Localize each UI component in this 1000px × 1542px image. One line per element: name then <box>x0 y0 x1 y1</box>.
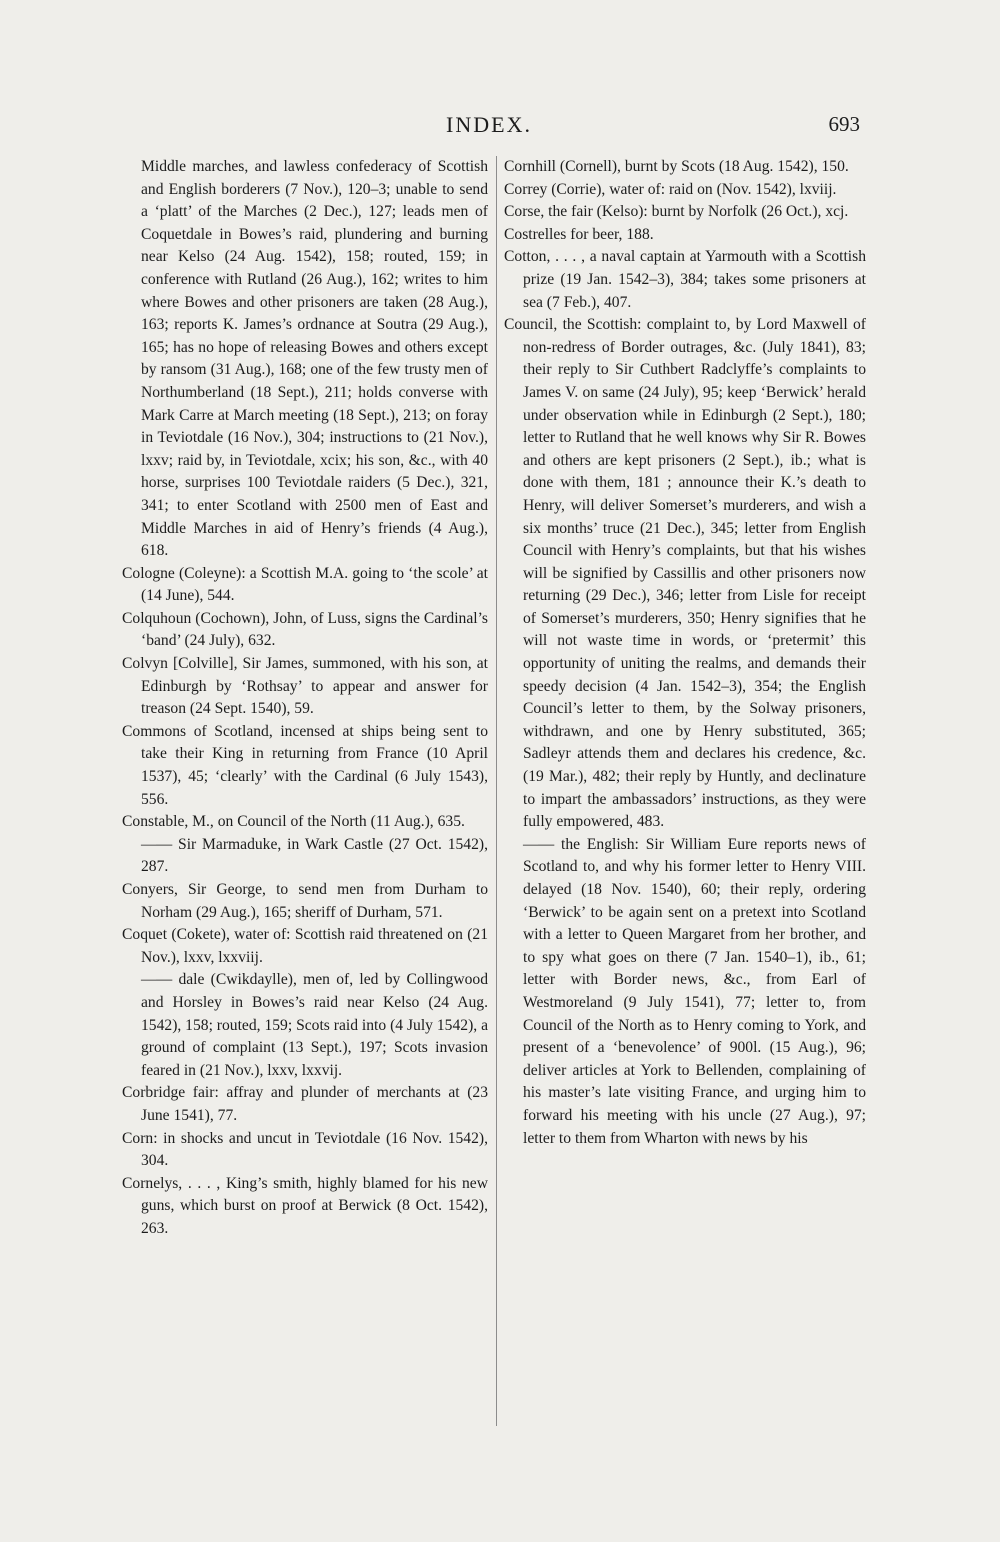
index-entry: Colvyn [Colville], Sir James, summoned, with his son, at Edinburgh by ‘Rothsay’ to appear and answer for treason (24 Sept. 1540), 59. <box>122 655 488 718</box>
right-column <box>504 156 866 1150</box>
index-subentry: —— dale (Cwikdaylle), men of, led by Collingwood and Horsley in Bowes’s raid near Kelso (24 Aug. 1542), 158; routed, 159; Scots raid into (4 July 1542), a ground of complaint (13 Sept.), 197; Scots invasion feared in (21 Nov.), lxxv, lxxvij. <box>141 971 488 1079</box>
index-entry: Costrelles for beer, 188. <box>504 225 654 243</box>
column-divider <box>496 156 497 1426</box>
index-subentry: —— Sir Marmaduke, in Wark Castle (27 Oct. 1542), 287. <box>141 835 488 876</box>
running-header <box>118 112 860 144</box>
index-entry: Cologne (Coleyne): a Scottish M.A. going to ‘the scole’ at (14 June), 544. <box>122 564 488 605</box>
index-entry: Cornelys, . . . , King’s smith, highly blamed for his new guns, which burst on proof at Berwick (8 Oct. 1542), 263. <box>122 1174 488 1237</box>
index-entry: Coquet (Cokete), water of: Scottish raid threatened on (21 Nov.), lxxv, lxxviij. <box>122 926 488 966</box>
index-entry: Corse, the fair (Kelso): burnt by Norfolk (26 Oct.), xcj. <box>504 203 849 221</box>
index-entry: Cornhill (Cornell), burnt by Scots (18 Aug. 1542), 150. <box>504 158 849 175</box>
index-subentry: —— the English: Sir William Eure reports news of Scotland to, and why his former letter to Henry VIII. delayed (18 Nov. 1540), 60; their reply, ordering ‘Berwick’ to be again sent on a pretext into Scotland with a letter to Queen Margaret from her brother, and to spy what goes on there (7 Jan. 1540–1), ib., 61; letter with Border news, &c., from Earl of Westmoreland (9 July 1541), 77; letter to, from Council of the North as to Henry coming to York, and present of a ‘benevolence’ of 900l. (15 Aug.), 96; deliver articles at York to Bellenden, complaining of his master’s late visiting France, and urging him to forward his meeting with his uncle (27 Aug.), 97; letter to them from Wharton with news by his <box>523 835 866 1147</box>
index-entry: Conyers, Sir George, to send men from Durham to Norham (29 Aug.), 165; sheriff of Durham, 571. <box>122 881 488 921</box>
page-title: INDEX. <box>446 112 532 137</box>
index-entry: Correy (Corrie), water of: raid on (Nov. 1542), lxviij. <box>504 180 837 198</box>
index-entry: Corn: in shocks and uncut in Teviotdale (16 Nov. 1542), 304. <box>122 1129 488 1170</box>
index-entry: Colquhoun (Cochown), John, of Luss, signs the Cardinal’s ‘band’ (24 July), 632. <box>122 609 488 650</box>
page-number: 693 <box>828 112 860 136</box>
left-column <box>122 156 488 1241</box>
index-entry: Council, the Scottish: complaint to, by Lord Maxwell of non-redress of Border outrages, &c. (July 1841), 83; their reply to Sir Cuthbert Radclyffe’s complaints to James V. on same (24 July), 95; keep ‘Berwick’ herald under observation while in Edinburgh (2 Sept.), 180; letter to Rutland that he well knows why Sir R. Bowes and others are kept prisoners (2 Sept.), ib.; what is done with them, 181 ; announce their K.’s death to Henry, will deliver Somerset’s murderers, and wish a six months’ truce (21 Dec.), 345; letter from English Council with Henry’s complaints, but that his wishes will be signified by Cassillis and other prisoners now returning (29 Dec.), 346; letter from Lisle for receipt of Somerset’s murderers, 350; Henry signifies that he will not waste time in words, or ‘pretermit’ this opportunity of uniting the realms, and demands their speedy decision (4 Jan. 1542–3), 354; the English Council’s letter to them, by the Solway prisoners, withdrawn, and one by Henry substituted, 365; Sadleyr attends them and declares his credence, &c. (19 Mar.), 482; their reply by Huntly, and declinature to impart the ambassadors’ instructions, as they were fully empowered, 483. <box>504 316 866 831</box>
index-entry: Cotton, . . . , a naval captain at Yarmouth with a Scottish prize (19 Jan. 1542–3), 384; takes some prisoners at sea (7 Feb.), 407. <box>504 248 866 311</box>
index-entry: Commons of Scotland, incensed at ships being sent to take their King in returning from France (10 April 1537), 45; ‘clearly’ with the Cardinal (6 July 1543), 556. <box>122 722 488 808</box>
index-entry: Middle marches, and lawless confederacy of Scottish and English borderers (7 Nov.), 120–3; unable to send a ‘platt’ of the Marches (2 Dec.), 127; leads men of Coquetdale in Bowes’s raid, plundering and burning near Kelso (24 Aug. 1542), 158; routed, 159; in conference with Rutland (26 Aug.), 162; writes to him where Bowes and other prisoners are taken (28 Aug.), 163; reports K. James’s ordnance at Soutra (29 Aug.), 165; has no hope of releasing Bowes and others except by ransom (31 Aug.), 168; one of the few trusty men of Northumberland (18 Sept.), 211; holds converse with Mark Carre at March meeting (18 Sept.), 213; on foray in Teviotdale (16 Nov.), 304; instructions to (21 Nov.), lxxv; raid by, in Teviotdale, xcix; his son, &c., with 40 horse, surprises 100 Teviotdale raiders (5 Dec.), 321, 341; to enter Scotland with 2500 men of East and Middle Marches in aid of Henry’s friends (4 Aug.), 618. <box>141 158 488 560</box>
index-entry: Constable, M., on Council of the North (11 Aug.), 635. <box>122 813 465 831</box>
index-entry: Corbridge fair: affray and plunder of merchants at (23 June 1541), 77. <box>122 1084 488 1124</box>
